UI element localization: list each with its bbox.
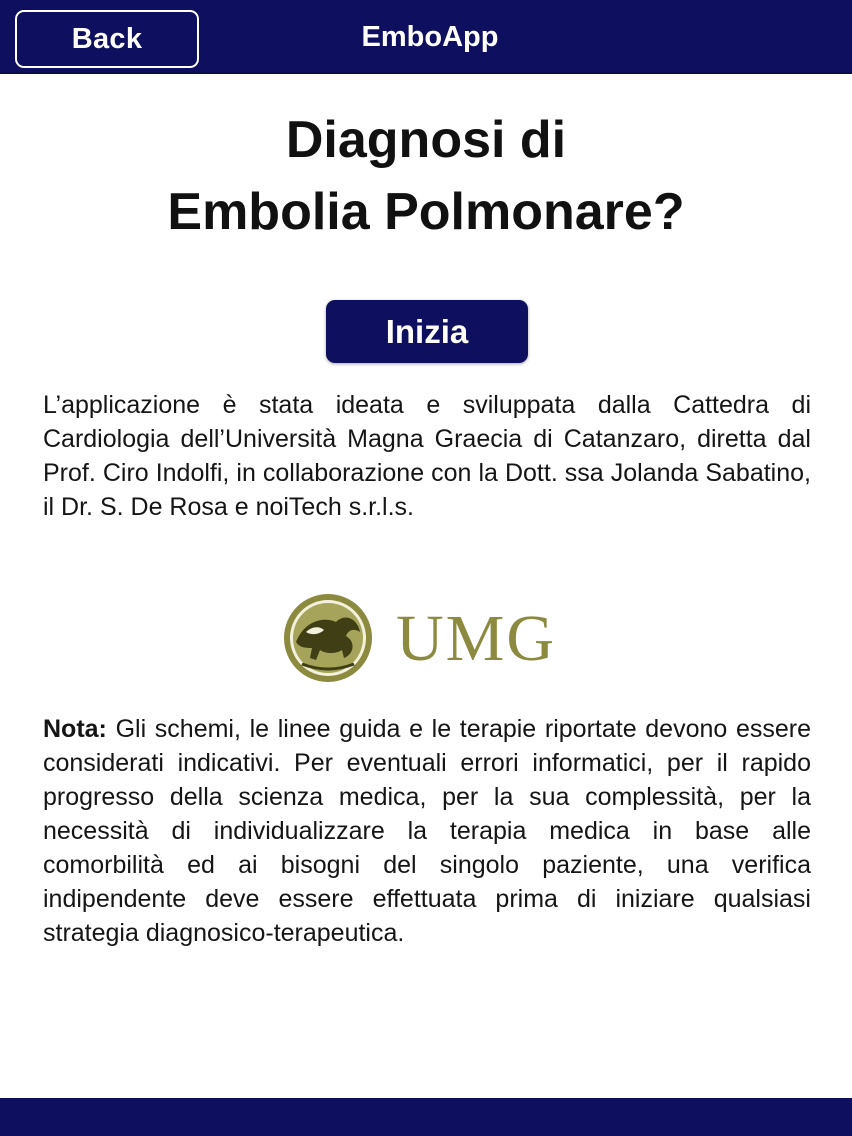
page-title-line-2: Embolia Polmonare?	[167, 183, 685, 241]
umg-seal-icon	[284, 594, 372, 682]
umg-logo-text: UMG	[396, 602, 557, 675]
note-body: Gli schemi, le linee guida e le terapie riportate devono essere considerati indicativi. Per eventuali errori informatici, per il rapido progresso della scienza medica, per la sua complessità, per la necessità di individualizzare la terapia medica in base alle comorbilità ed ai bisogni del singolo paziente, una verifica indipendente deve essere effettuata prima di iniziare qualsiasi strategia diagnosico-terapeutica.	[43, 715, 811, 947]
nav-title: EmboApp	[361, 20, 499, 53]
intro-text: L’applicazione è stata ideata e sviluppata dalla Cattedra di Cardiologia dell’Università Magna Graecia di Catanzaro, diretta dal Prof. Ciro Indolfi, in collaborazione con la Dott. ssa Jolanda Sabatino, il Dr. S. De Rosa e noiTech s.r.l.s.	[43, 391, 811, 521]
footer-bar	[0, 1098, 852, 1136]
note-label: Nota:	[43, 715, 107, 743]
umg-logo	[276, 592, 580, 684]
back-button[interactable]: Back	[15, 10, 199, 68]
page-title-line-1: Diagnosi di	[285, 111, 567, 169]
nav-bar	[0, 0, 852, 74]
note-text	[43, 712, 811, 950]
page-title	[0, 104, 852, 248]
start-button[interactable]: Inizia	[326, 300, 528, 363]
